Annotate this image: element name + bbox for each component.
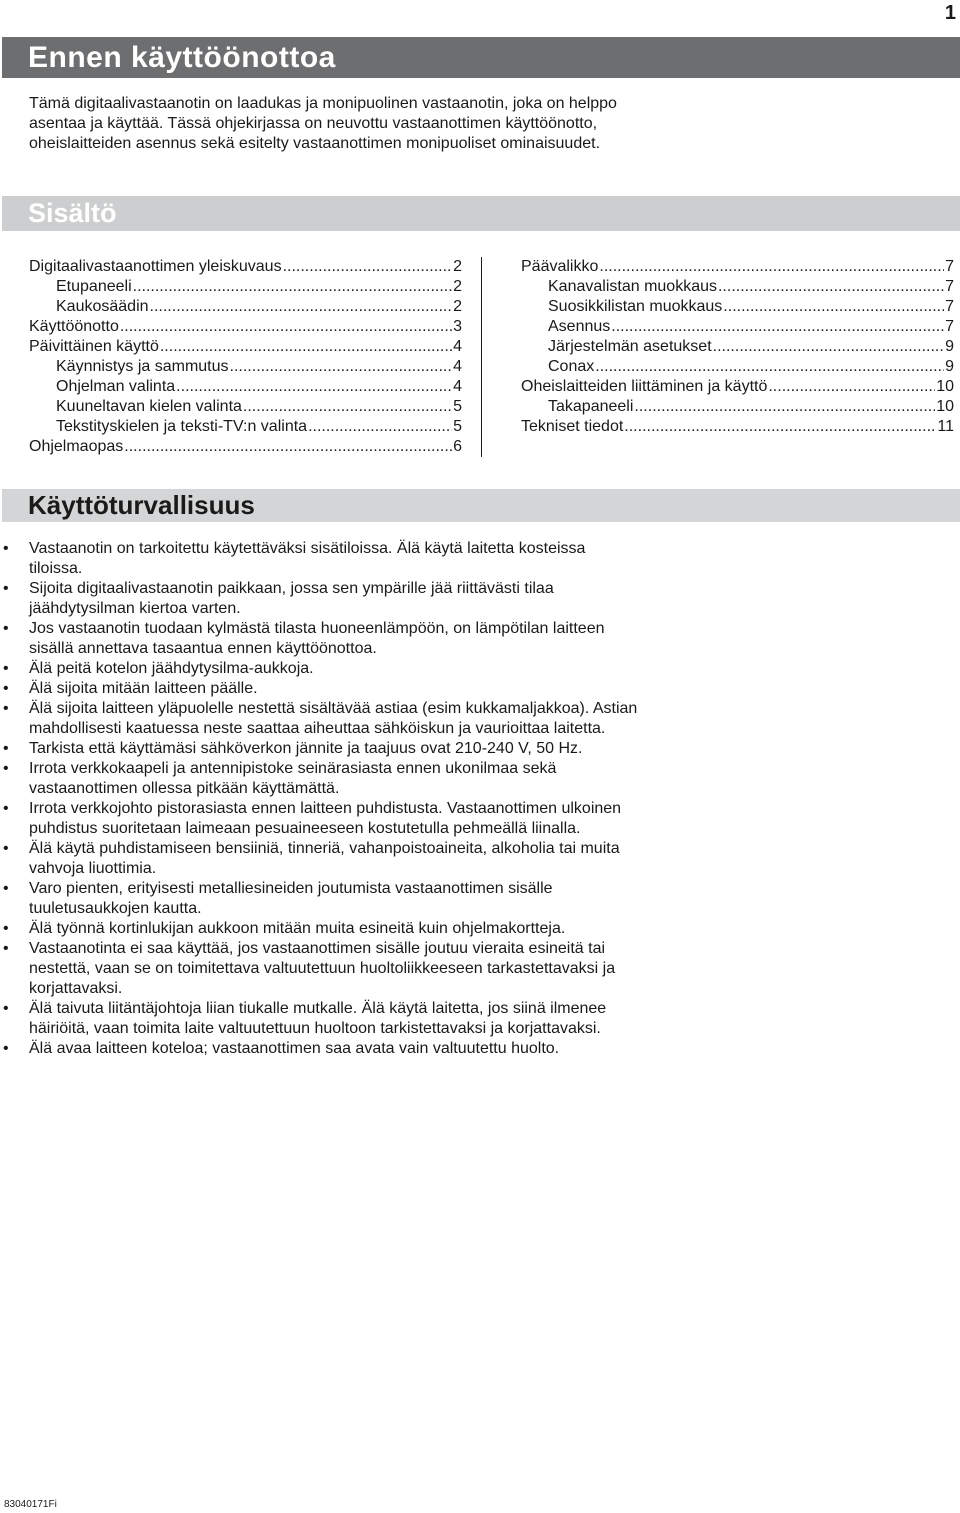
safety-item-text: Älä työnnä kortinlukijan aukkoon mitään muita esineitä kuin ohjelmakortteja. (29, 920, 566, 937)
safety-item (0, 659, 640, 679)
toc-entry-title: Digitaalivastaanottimen yleiskuvaus (29, 258, 282, 275)
toc-entry-page: 2 (453, 298, 462, 315)
toc-entry (29, 437, 462, 457)
toc-divider (481, 257, 482, 457)
toc-right-column (521, 257, 954, 437)
toc-entry-title: Takapaneeli (548, 398, 634, 415)
toc-entry-page: 4 (453, 358, 462, 375)
safety-item-text: Irrota verkkokaapeli ja antennipistoke seinärasiasta ennen ukonilmaa sekä vastaanottimen ollessa pitkään käyttämättä. (29, 760, 557, 797)
toc-entry (521, 257, 954, 277)
safety-item (0, 879, 640, 919)
toc-entry (29, 357, 462, 377)
toc-entry-title: Käyttöönotto (29, 318, 119, 335)
toc-leader-dots (768, 377, 935, 397)
toc-left-column (29, 257, 462, 457)
bullet-icon: • (3, 1040, 9, 1057)
toc-entry-page: 2 (453, 258, 462, 275)
toc-entry (29, 337, 462, 357)
toc-entry-title: Tekniset tiedot (521, 418, 624, 435)
safety-item-text: Älä peitä kotelon jäähdytysilma-aukkoja. (29, 660, 314, 677)
toc-entry-title: Ohjelmaopas (29, 438, 124, 455)
toc-entry (521, 297, 954, 317)
toc-heading: Sisältö (28, 198, 117, 228)
safety-item (0, 539, 640, 579)
safety-item-text: Vastaanotinta ei saa käyttää, jos vastaanottimen sisälle joutuu vieraita esineitä tai nestettä, vaan se on toimitettava valtuutettuun huoltoliikkeeseen tarkastettavaksi ja korjattavaksi. (29, 940, 616, 997)
bullet-icon: • (3, 840, 9, 857)
safety-item-text: Älä käytä puhdistamiseen bensiiniä, tinneriä, vahanpoistoaineita, alkoholia tai muita vahvoja liuottimia. (29, 840, 620, 877)
toc-entry-page: 11 (937, 418, 954, 435)
toc-entry (29, 417, 462, 437)
safety-item (0, 579, 640, 619)
toc-entry-page: 5 (453, 418, 462, 435)
toc-entry-title: Päivittäinen käyttö (29, 338, 159, 355)
toc-entry-page: 7 (945, 258, 954, 275)
toc-entry-page: 9 (945, 338, 954, 355)
toc-leader-dots (595, 357, 944, 377)
toc-leader-dots (133, 277, 452, 297)
toc-entry-title: Conax (548, 358, 595, 375)
toc-entry-title: Käynnistys ja sammutus (56, 358, 229, 375)
toc-entry (29, 297, 462, 317)
safety-heading-band (2, 489, 960, 522)
safety-item-text: Tarkista että käyttämäsi sähköverkon jännite ja taajuus ovat 210-240 V, 50 Hz. (29, 740, 583, 757)
toc-leader-dots (624, 417, 936, 437)
toc-entry (521, 317, 954, 337)
safety-item-text: Varo pienten, erityisesti metalliesineiden joutumista vastaanottimen sisälle tuuletusaukkojen kautta. (29, 880, 553, 917)
toc-leader-dots (634, 397, 935, 417)
toc-leader-dots (230, 357, 453, 377)
bullet-icon: • (3, 940, 9, 957)
toc-entry-title: Etupaneeli (56, 278, 132, 295)
toc-entry-title: Kanavalistan muokkaus (548, 278, 717, 295)
toc-entry (29, 317, 462, 337)
toc-entry-page: 7 (945, 318, 954, 335)
safety-item (0, 699, 640, 739)
toc-entry-page: 4 (453, 338, 462, 355)
bullet-icon: • (3, 660, 9, 677)
toc-entry-page: 5 (453, 398, 462, 415)
safety-item (0, 759, 640, 799)
toc-entry (521, 417, 954, 437)
bullet-icon: • (3, 740, 9, 757)
safety-item (0, 619, 640, 659)
safety-heading: Käyttöturvallisuus (28, 490, 255, 520)
safety-item-text: Älä sijoita laitteen yläpuolelle nestettä sisältävää astiaa (esim kukkamaljakkoa). Astian mahdollisesti kaatuessa neste saattaa aiheuttaa sähköiskun ja vaurioittaa laitetta. (29, 700, 638, 737)
toc-entry-page: 7 (945, 298, 954, 315)
toc-entry-page: 2 (453, 278, 462, 295)
main-heading: Ennen käyttöönottoa (28, 40, 336, 74)
bullet-icon: • (3, 920, 9, 937)
toc-entry-page: 4 (453, 378, 462, 395)
toc-leader-dots (599, 257, 944, 277)
safety-item-text: Älä avaa laitteen koteloa; vastaanottimen saa avata vain valtuutettu huolto. (29, 1040, 560, 1057)
toc-entry (29, 257, 462, 277)
toc-leader-dots (160, 337, 452, 357)
safety-item-text: Sijoita digitaalivastaanotin paikkaan, jossa sen ympärille jää riittävästi tilaa jäähdytysilman kiertoa varten. (29, 580, 554, 617)
toc-leader-dots (283, 257, 453, 277)
toc-entry-title: Kuuneltavan kielen valinta (56, 398, 242, 415)
toc-entry-title: Asennus (548, 318, 611, 335)
safety-item-text: Vastaanotin on tarkoitettu käytettäväksi sisätiloissa. Älä käytä laitetta kosteissa tiloissa. (29, 540, 586, 577)
toc-leader-dots (176, 377, 452, 397)
safety-item (0, 679, 640, 699)
toc-entry-title: Järjestelmän asetukset (548, 338, 712, 355)
safety-item (0, 739, 640, 759)
toc-leader-dots (723, 297, 944, 317)
document-code: 83040171Fi (4, 1499, 57, 1510)
toc-entry-title: Suosikkilistan muokkaus (548, 298, 723, 315)
toc-entry-title: Oheislaitteiden liittäminen ja käyttö (521, 378, 768, 395)
toc-leader-dots (718, 277, 944, 297)
safety-item-text: Älä sijoita mitään laitteen päälle. (29, 680, 258, 697)
safety-list (0, 539, 640, 1059)
toc-entry-page: 6 (453, 438, 462, 455)
toc-entry-page: 3 (453, 318, 462, 335)
safety-item (0, 919, 640, 939)
bullet-icon: • (3, 700, 9, 717)
bullet-icon: • (3, 620, 9, 637)
bullet-icon: • (3, 580, 9, 597)
safety-item (0, 1039, 640, 1059)
toc-entry (521, 397, 954, 417)
safety-item (0, 799, 640, 839)
toc-leader-dots (611, 317, 944, 337)
toc-entry (29, 277, 462, 297)
toc-entry (521, 337, 954, 357)
toc-leader-dots (150, 297, 453, 317)
toc-leader-dots (243, 397, 452, 417)
toc-entry (521, 377, 954, 397)
bullet-icon: • (3, 800, 9, 817)
bullet-icon: • (3, 1000, 9, 1017)
toc-leader-dots (120, 317, 452, 337)
intro-paragraph: Tämä digitaalivastaanotin on laadukas ja monipuolinen vastaanotin, joka on helppo asentaa ja käyttää. Tässä ohjekirjassa on neuvottu vastaanottimen käyttöönotto, oheislaitteiden asennus sekä esitelty vastaanottimen monipuoliset ominaisuudet. (29, 95, 617, 152)
toc-entry (521, 277, 954, 297)
safety-item (0, 939, 640, 999)
toc-entry (521, 357, 954, 377)
toc-entry-title: Tekstityskielen ja teksti-TV:n valinta (56, 418, 308, 435)
safety-item-text: Jos vastaanotin tuodaan kylmästä tilasta huoneenlämpöön, on lämpötilan laitteen sisällä annettava tasaantua ennen käyttöönottoa. (29, 620, 605, 657)
toc-heading-band (2, 196, 960, 231)
main-heading-band (2, 37, 960, 78)
toc-entry (29, 377, 462, 397)
bullet-icon: • (3, 680, 9, 697)
safety-item (0, 999, 640, 1039)
toc-entry-page: 10 (936, 378, 954, 395)
toc-entry-page: 7 (945, 278, 954, 295)
safety-item (0, 839, 640, 879)
toc-leader-dots (713, 337, 944, 357)
toc-entry-page: 10 (936, 398, 954, 415)
page-number: 1 (944, 2, 956, 24)
bullet-icon: • (3, 880, 9, 897)
toc-entry-page: 9 (945, 358, 954, 375)
toc-entry (29, 397, 462, 417)
toc-entry-title: Ohjelman valinta (56, 378, 176, 395)
safety-item-text: Älä taivuta liitäntäjohtoja liian tiukalle mutkalle. Älä käytä laitetta, jos siinä ilmenee häiriöitä, vaan toimita laite valtuutettuun huoltoon tarkistettavaksi ja korjattavaksi. (29, 1000, 607, 1037)
safety-item-text: Irrota verkkojohto pistorasiasta ennen laitteen puhdistusta. Vastaanottimen ulkoinen puhdistus suoritetaan laimeaan pesuaineeseen kostutetulla pehmeällä liinalla. (29, 800, 622, 837)
bullet-icon: • (3, 540, 9, 557)
toc-entry-title: Kaukosäädin (56, 298, 149, 315)
toc-leader-dots (308, 417, 452, 437)
toc-entry-title: Päävalikko (521, 258, 599, 275)
bullet-icon: • (3, 760, 9, 777)
toc-leader-dots (124, 437, 452, 457)
